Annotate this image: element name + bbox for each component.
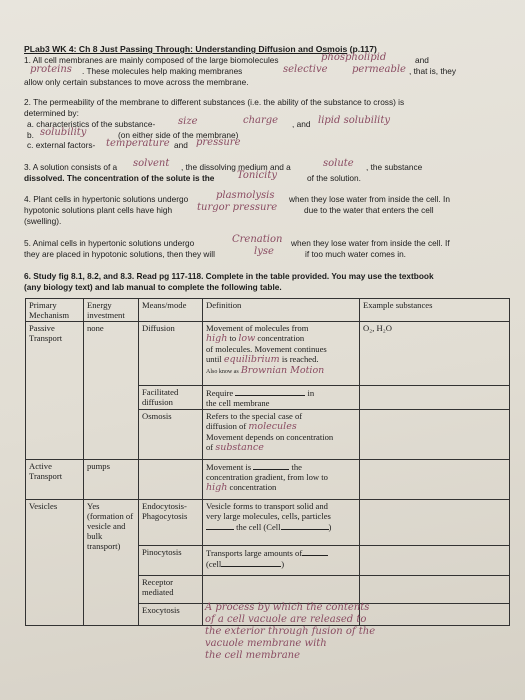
- q5-answer-lyse: lyse: [254, 246, 274, 257]
- q2-line1: 2. The permeability of the membrane to different substances (i.e. the ability of the substance to cross) is: [24, 97, 405, 107]
- passive-energy-cell: none: [84, 322, 139, 460]
- active-example-cell: [360, 460, 510, 500]
- osmosis-cell: Osmosis: [139, 410, 203, 460]
- q1-answer-selective: selective: [283, 64, 328, 75]
- active-mode-cell: [139, 460, 203, 500]
- q3-line1b: , the dissolving medium and a: [181, 162, 291, 172]
- receptor-example-cell: [360, 576, 510, 604]
- q2-answer-size: size: [178, 116, 198, 127]
- table-row: [26, 322, 510, 386]
- q3-line1a: 3. A solution consists of a: [24, 162, 118, 172]
- q2-a-and: , and: [292, 119, 311, 129]
- q2-b-label: b.: [27, 130, 34, 140]
- endocytosis-definition-cell: Vesicle forms to transport solid and very large molecules, cells, particles the cell (Cell ): [203, 500, 360, 546]
- q4-line1b: when they lose water from inside the cell. In: [289, 194, 450, 204]
- diffusion-cell: Diffusion: [139, 322, 203, 386]
- q1-answer-phospholipid: phospholipid: [321, 52, 387, 63]
- facilitated-example-cell: [360, 386, 510, 410]
- q6-line1: 6. Study fig 8.1, 8.2, and 8.3. Read pg 117-118. Complete in the table provided. You may use the textbook: [24, 271, 434, 281]
- q1-line1: 1. All cell membranes are mainly composed of the large biomolecules: [24, 55, 279, 65]
- q1-answer-permeable: permeable: [352, 64, 406, 75]
- q1-line4: allow only certain substances to move across the membrane.: [24, 77, 249, 87]
- q3-line2b: of the solution.: [307, 173, 361, 183]
- endocytosis-cell: Endocytosis-Phagocytosis: [139, 500, 203, 546]
- q3-answer-solvent: solvent: [133, 158, 170, 169]
- q5-line1b: when they lose water from inside the cell. If: [291, 238, 450, 248]
- header-example-substances: Example substances: [360, 299, 510, 322]
- facilitated-definition-cell: Require in the cell membrane: [203, 386, 360, 410]
- q5-line2a: they are placed in hypotonic solutions, then they will: [24, 249, 215, 259]
- q2-b-text: (on either side of the membrane): [118, 130, 239, 140]
- exocytosis-cell: Exocytosis: [139, 604, 203, 626]
- active-energy-cell: pumps: [84, 460, 139, 500]
- active-definition-cell: Movement is the concentration gradient, from low to high concentration: [203, 460, 360, 500]
- q3-answer-solute: solute: [323, 158, 354, 169]
- q2-c-and: and: [174, 140, 188, 150]
- diffusion-definition-cell: Movement of molecules from high to low concentration of molecules. Movement continues until equilibrium is reached. Also know as Brownian Motion: [203, 322, 360, 386]
- q1-line2: . These molecules help making membranes: [82, 66, 243, 76]
- header-primary-mechanism: Primary Mechanism: [26, 299, 84, 322]
- exocytosis-handwriting: A process by which the contents of a cell vacuole are released to the exterior through fusion of the vacuole membrane with the cell membrane: [205, 602, 376, 661]
- vesicles-cell: Vesicles: [26, 500, 84, 626]
- q4-answer-plasmolysis: plasmolysis: [216, 190, 275, 201]
- q2-answer-pressure: pressure: [196, 137, 241, 148]
- header-definition: Definition: [203, 299, 360, 322]
- q3-line2a: dissolved. The concentration of the solute is the: [24, 173, 215, 183]
- q4-line3: (swelling).: [24, 216, 62, 226]
- q4-line1a: 4. Plant cells in hypertonic solutions undergo: [24, 194, 189, 204]
- q2-answer-solubility: solubility: [40, 127, 87, 138]
- vesicles-energy-cell: Yes (formation of vesicle and bulk transport): [84, 500, 139, 626]
- q5-answer-crenation: Crenation: [232, 234, 283, 245]
- pinocytosis-example-cell: [360, 546, 510, 576]
- q2-answer-lipid-solubility: lipid solubility: [318, 115, 391, 126]
- q4-answer-turgor-pressure: turgor pressure: [197, 202, 278, 213]
- q5-line2b: if too much water comes in.: [305, 249, 406, 259]
- q2-line2: determined by:: [24, 108, 79, 118]
- osmosis-example-cell: [360, 410, 510, 460]
- pinocytosis-definition-cell: Transports large amounts of (cell ): [203, 546, 360, 576]
- osmosis-definition-cell: Refers to the special case of diffusion of molecules Movement depends on concentration of substance: [203, 410, 360, 460]
- q2-c: c. external factors-: [27, 140, 96, 150]
- transport-table: [25, 298, 510, 626]
- header-energy-investment: Energy investment: [84, 299, 139, 322]
- q2-answer-charge: charge: [243, 115, 279, 126]
- q2-answer-temperature: temperature: [106, 138, 170, 149]
- facilitated-diffusion-cell: Facilitated diffusion: [139, 386, 203, 410]
- table-header-row: [26, 299, 510, 322]
- passive-transport-cell: Passive Transport: [26, 322, 84, 460]
- exocytosis-example-cell: [360, 604, 510, 626]
- table-row: [26, 460, 510, 500]
- q3-line1c: , the substance: [366, 162, 423, 172]
- table-row: [26, 500, 510, 546]
- header-means-mode: Means/mode: [139, 299, 203, 322]
- q1-and: and: [415, 55, 429, 65]
- active-transport-cell: Active Transport: [26, 460, 84, 500]
- diffusion-example-cell: O₂, H₂O: [360, 322, 510, 386]
- q4-line2a: hypotonic solutions plant cells have high: [24, 205, 173, 215]
- q1-answer-proteins: proteins: [30, 64, 72, 75]
- worksheet-title: PLab3 WK 4: Ch 8 Just Passing Through: Understanding Diffusion and Osmois (p.117): [24, 44, 377, 54]
- q5-line1a: 5. Animal cells in hypertonic solutions undergo: [24, 238, 195, 248]
- receptor-mediated-cell: Receptor mediated: [139, 576, 203, 604]
- q3-answer-tonicity: Tonicity: [237, 170, 278, 181]
- endocytosis-example-cell: [360, 500, 510, 546]
- q4-line2b: due to the water that enters the cell: [304, 205, 434, 215]
- receptor-definition-cell: [203, 576, 360, 604]
- q6-line2: (any biology text) and lab manual to complete the following table.: [24, 282, 282, 292]
- q1-line3: , that is, they: [409, 66, 457, 76]
- pinocytosis-cell: Pinocytosis: [139, 546, 203, 576]
- q2-a: a. characteristics of the substance-: [27, 119, 156, 129]
